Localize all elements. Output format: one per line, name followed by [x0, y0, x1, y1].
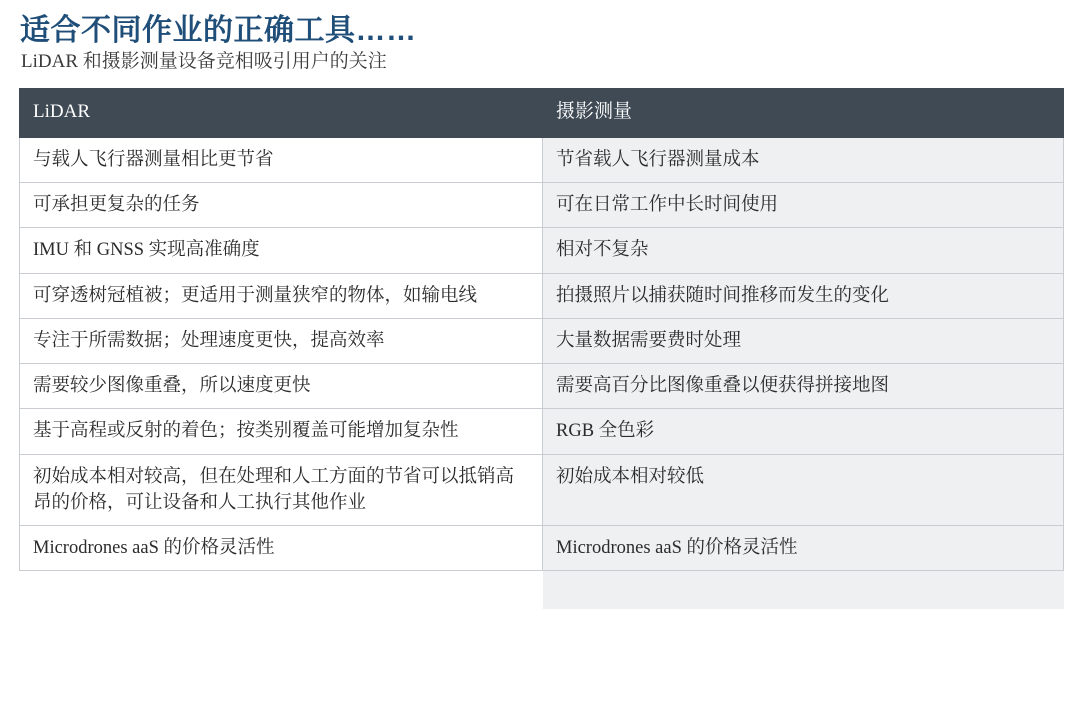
cell-photogrammetry: 相对不复杂 — [543, 228, 1064, 273]
cell-lidar: 可承担更复杂的任务 — [20, 183, 543, 228]
cell-lidar: 与载人飞行器测量相比更节省 — [20, 137, 543, 182]
comparison-table — [19, 88, 1064, 610]
cell-photogrammetry: 拍摄照片以捕获随时间推移而发生的变化 — [543, 273, 1064, 318]
cell-photogrammetry: 初始成本相对较低 — [543, 454, 1064, 526]
cell-photogrammetry: RGB 全色彩 — [543, 409, 1064, 454]
cell-photogrammetry: 需要高百分比图像重叠以便获得拼接地图 — [543, 364, 1064, 409]
table-row — [20, 454, 1064, 526]
cell-lidar: Microdrones aaS 的价格灵活性 — [20, 526, 543, 571]
cell-photogrammetry: 大量数据需要费时处理 — [543, 318, 1064, 363]
table-header-row — [20, 88, 1064, 137]
cell-lidar: 可穿透树冠植被；更适用于测量狭窄的物体，如输电线 — [20, 273, 543, 318]
table-row — [20, 364, 1064, 409]
table-row — [20, 137, 1064, 182]
cell-lidar: IMU 和 GNSS 实现高准确度 — [20, 228, 543, 273]
cell-photogrammetry: 节省载人飞行器测量成本 — [543, 137, 1064, 182]
spacer-cell-right — [543, 571, 1064, 610]
page-subtitle: LiDAR 和摄影测量设备竞相吸引用户的关注 — [21, 51, 387, 72]
cell-lidar: 专注于所需数据；处理速度更快，提高效率 — [20, 318, 543, 363]
table-row — [20, 526, 1064, 571]
table-footer-spacer — [20, 571, 1064, 610]
cell-lidar: 需要较少图像重叠，所以速度更快 — [20, 364, 543, 409]
cell-lidar: 初始成本相对较高，但在处理和人工方面的节省可以抵销高昂的价格，可让设备和人工执行其他作业 — [20, 454, 543, 526]
table-row — [20, 318, 1064, 363]
cell-lidar: 基于高程或反射的着色；按类别覆盖可能增加复杂性 — [20, 409, 543, 454]
cell-photogrammetry: Microdrones aaS 的价格灵活性 — [543, 526, 1064, 571]
spacer-cell-left — [20, 571, 543, 610]
page-title: 适合不同作业的正确工具…… — [20, 14, 417, 47]
column-header-lidar: LiDAR — [20, 88, 543, 137]
cell-photogrammetry: 可在日常工作中长时间使用 — [543, 183, 1064, 228]
table-row — [20, 409, 1064, 454]
table-row — [20, 228, 1064, 273]
table-row — [20, 183, 1064, 228]
column-header-photogrammetry: 摄影测量 — [543, 88, 1064, 137]
table-row — [20, 273, 1064, 318]
table-body — [20, 137, 1064, 609]
table-header — [20, 88, 1064, 137]
